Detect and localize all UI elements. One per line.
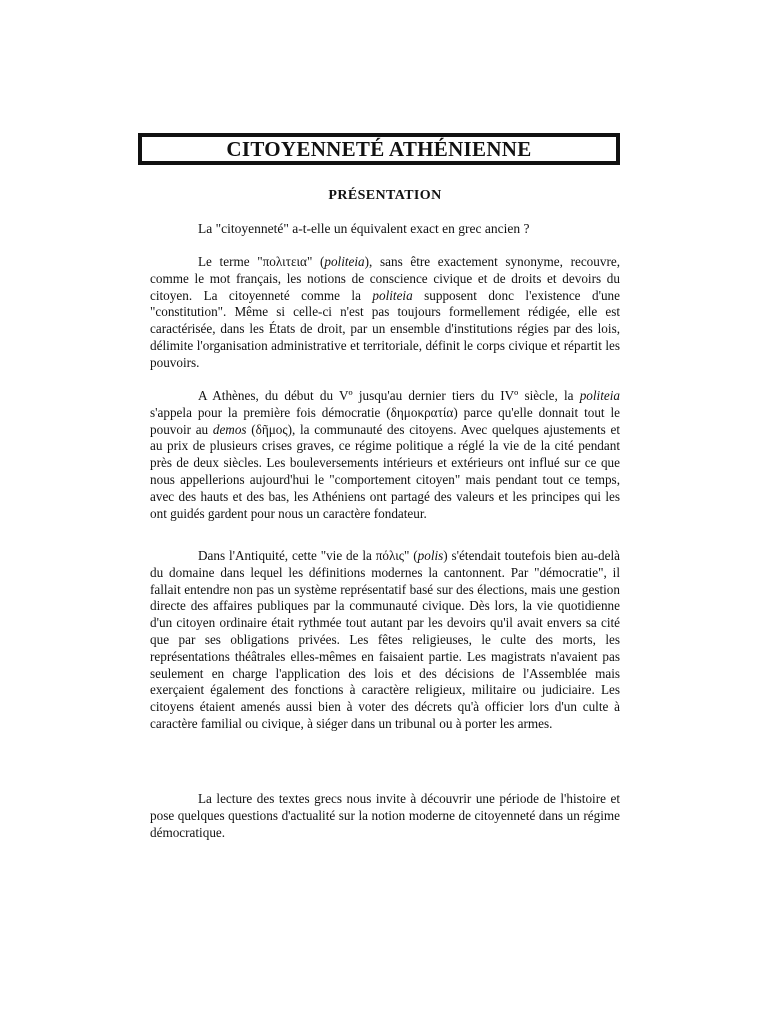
paragraph-4 [150,791,620,841]
paragraph-3-text-3: ) s'étendait toutefois bien au-delà du domaine dans lequel les définitions modernes la cantonnent. Par "démocratie", il fallait entendre non pas un système représentatif basé sur des élections, mais une gestion directe des affaires publiques par la communauté civique. Dès lors, la vie quotidienne d'un citoyen ordinaire était rythmée tout autant par les devoirs qu'il avait envers sa cité que par ses obligations privées. Les fêtes religieuses, le culte des morts, les représentations théâtrales elles-mêmes en faisaient partie. Les magistrats n'avaient pas seulement en charge l'application des lois et des décisions de l'Assemblée mais exerçaient également des fonctions à caractère religieux, militaire ou judiciaire. Les citoyens étaient amenés aussi bien à voter des décrets qu'à officier lors d'un culte à caractère familial ou civique, à siéger dans un tribunal ou à porter les armes. [150,548,621,731]
paragraph-4-text-1: La lecture des textes grecs nous invite à découvrir une période de l'histoire et pose quelques questions d'actualité sur la notion moderne de citoyenneté dans un régime démocratique. [150,791,620,840]
intro-question: La "citoyenneté" a-t-elle un équivalent exact en grec ancien ? [198,221,530,236]
section-heading: PRÉSENTATION [328,188,442,203]
greek-word-demos: δῆμος [255,421,288,437]
paragraph-3-text-1: Dans l'Antiquité, cette "vie de la [198,548,376,563]
greek-word-demokratia: δημοκρατία [390,404,454,420]
italic-term-politeia-3: politeia [579,388,620,403]
paragraph-2 [150,388,620,522]
title-frame [138,133,620,165]
paragraph-3 [150,548,620,733]
paragraph-1-text-4: supposent donc l'existence d'une "constitution". Même si celle-ci n'est pas toujours formellement rédigée, elle est caractérisée, dans les États de droit, par un ensemble d'institutions régies par des lois, délimite l'organisation administrative et territoriale, définit le corps civique et répartit les pouvoirs. [150,287,620,370]
paragraph-1 [150,254,620,372]
italic-term-polis: polis [417,548,444,563]
paragraph-3-text-2: " ( [404,548,418,563]
greek-word-polis: πόλις [375,548,404,563]
paragraph-1-text-2: " ( [306,254,325,269]
paragraph-2-text-1: A Athènes, du début du Vº jusqu'au dernier tiers du IVº siècle, la [198,388,580,403]
italic-term-demos: demos [212,421,247,437]
paragraph-2-text-5: ), la communauté des citoyens. Avec quelques ajustements et au prix de plusieurs crises graves, ce régime politique a réglé la vie de la cité pendant près de deux siècles. Les bouleversements intérieurs et extérieurs ont influé sur ce que nous appellerions aujourd'hui le "comportement citoyen" mais pendant tout ce temps, avec des hauts et des bas, les Athéniens ont partagé des valeurs et les principes qui les ont guidés gardent pour nous un caractère fondateur. [150,421,620,521]
greek-word-politeia: πολιτεια [262,254,307,269]
italic-term-politeia-2: politeia [372,287,413,303]
italic-term-politeia: politeia [324,254,365,269]
paragraph-1-text-3: ), sans être exactement synonyme, recouvre, comme le mot français, les notions de conscience civique et de droits et devoirs du citoyen. La citoyenneté comme la [150,254,620,303]
paragraph-2-text-3: ) parce qu'elle donnait tout le pouvoir au [150,404,621,437]
paragraph-2-text-4: ( [246,421,256,437]
paragraph-1-text-1: Le terme " [198,254,263,269]
paragraph-2-text-2: s'appela pour la première fois démocratie ( [150,404,391,420]
document-title: CITOYENNETÉ ATHÉNIENNE [226,136,532,161]
